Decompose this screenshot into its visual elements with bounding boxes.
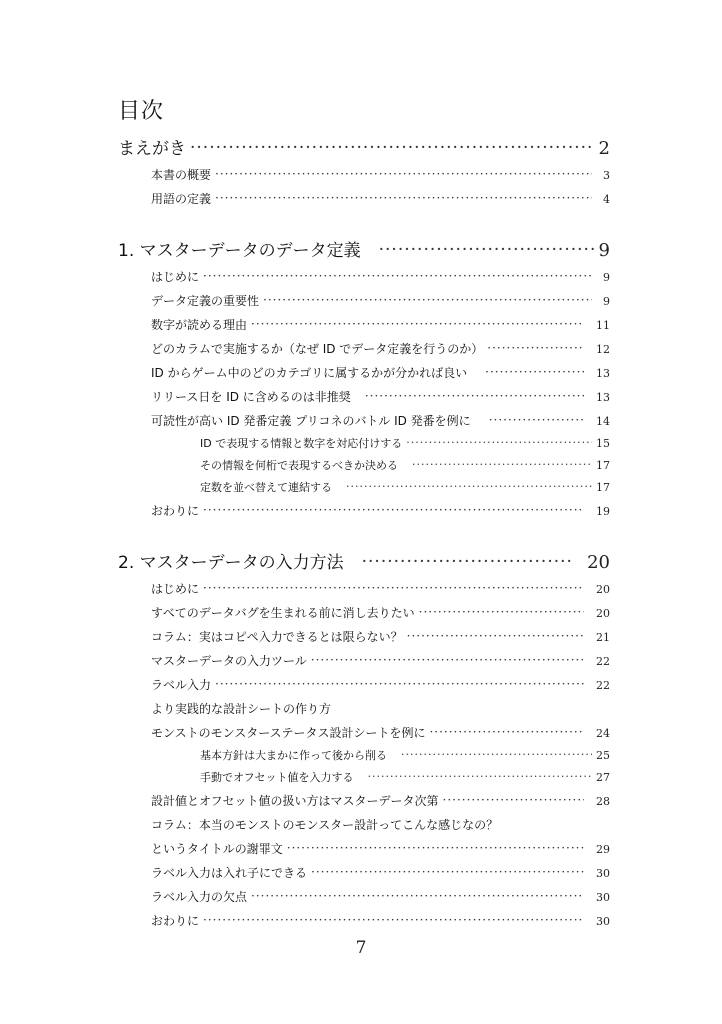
toc-entry[interactable] — [151, 816, 610, 833]
entry-page: 3 — [603, 169, 610, 182]
toc-entry[interactable] — [151, 268, 610, 285]
dot-leader — [429, 725, 584, 739]
entry-page: 11 — [596, 319, 610, 332]
entry-page: 22 — [596, 679, 610, 692]
dot-leader — [263, 293, 592, 307]
toc-entry-preface[interactable] — [118, 134, 610, 159]
entry-label: ラベル入力の欠点 — [151, 890, 248, 904]
entry-page: 15 — [596, 437, 610, 450]
dot-leader — [251, 317, 584, 331]
dot-leader — [443, 793, 584, 807]
toc-title: 目次 — [118, 99, 165, 124]
entry-label: 手動でオフセット値を入力する — [200, 771, 354, 784]
entry-page: 19 — [596, 505, 610, 518]
page-number: 7 — [355, 938, 367, 958]
dot-leader — [368, 770, 592, 783]
entry-label: 1. マスターデータのデータ定義 — [118, 241, 361, 261]
toc-entry[interactable] — [151, 412, 610, 429]
entry-page: 30 — [596, 915, 610, 928]
dot-leader — [190, 138, 595, 158]
toc-entry[interactable] — [151, 292, 610, 309]
entry-label: より実践的な設計シートの作り方 — [151, 702, 332, 716]
toc-entry[interactable] — [151, 700, 610, 717]
toc-entry[interactable] — [151, 864, 610, 881]
toc-entry[interactable] — [151, 166, 610, 183]
dot-leader — [407, 629, 584, 643]
entry-label: 2. マスターデータの入力方法 — [118, 553, 344, 573]
dot-leader — [311, 653, 584, 667]
entry-label: まえがき — [118, 139, 186, 159]
entry-page: 13 — [596, 367, 610, 380]
entry-label: 定数を並べ替えて連結する — [200, 481, 332, 494]
entry-label: コラム：実はコピペ入力できるとは限らない？ — [151, 630, 403, 644]
dot-leader — [287, 841, 584, 855]
dot-leader — [251, 889, 584, 903]
entry-page: 2 — [598, 138, 610, 159]
entry-page: 27 — [596, 771, 610, 784]
entry-label: リリース日を ID に含めるのは非推奨 — [151, 390, 351, 404]
entry-page: 4 — [603, 193, 610, 206]
entry-label: その情報を何桁で表現するべきか決める — [200, 459, 398, 472]
entry-label: 可読性が高い ID 発番定義 プリコネのバトル ID 発番を例に — [151, 414, 471, 428]
entry-label: ラベル入力は入れ子にできる — [151, 866, 308, 880]
toc-entry[interactable] — [151, 190, 610, 207]
entry-page: 9 — [603, 271, 610, 284]
dot-leader — [401, 748, 592, 761]
entry-page: 9 — [598, 240, 610, 261]
dot-leader — [419, 605, 584, 619]
dot-leader — [215, 191, 592, 205]
dot-leader — [346, 480, 592, 493]
entry-page: 30 — [596, 891, 610, 904]
entry-label: コラム：本当のモンストのモンスター設計ってこんな感じなの？ — [151, 818, 499, 832]
entry-label: 数字が読める理由 — [151, 318, 248, 332]
entry-label: 用語の定義 — [151, 192, 212, 206]
entry-label: 基本方針は大まかに作って後から削る — [200, 749, 387, 762]
toc-entry-chapter-2[interactable] — [118, 548, 610, 573]
dot-leader — [362, 552, 573, 572]
toc-entry[interactable] — [151, 676, 610, 693]
toc-entry[interactable] — [151, 340, 610, 357]
dot-leader — [203, 913, 584, 927]
toc-entry[interactable] — [151, 388, 610, 405]
entry-page: 28 — [596, 795, 610, 808]
entry-label: おわりに — [151, 504, 200, 518]
entry-label: モンストのモンスターステータス設計シートを例に — [151, 726, 426, 740]
entry-page: 14 — [596, 415, 610, 428]
entry-label: はじめに — [151, 582, 200, 596]
toc-entry[interactable] — [151, 604, 610, 621]
toc-entry[interactable] — [151, 502, 610, 519]
entry-label: 本書の概要 — [151, 168, 212, 182]
entry-page: 29 — [596, 843, 610, 856]
entry-label: ID で表現する情報と数字を対応付けする — [200, 437, 403, 450]
entry-page: 12 — [596, 343, 610, 356]
dot-leader — [311, 865, 584, 879]
toc-entry[interactable] — [151, 580, 610, 597]
toc-entry[interactable] — [200, 479, 610, 495]
entry-page: 20 — [587, 552, 610, 573]
dot-leader — [365, 389, 584, 403]
entry-page: 30 — [596, 867, 610, 880]
toc-entry[interactable] — [200, 435, 610, 451]
entry-page: 13 — [596, 391, 610, 404]
entry-page: 17 — [596, 481, 610, 494]
entry-page: 25 — [596, 749, 610, 762]
entry-label: ID からゲーム中のどのカテゴリに属するかが分かれば良い — [151, 366, 468, 380]
toc-entry-chapter-1[interactable] — [118, 236, 610, 261]
dot-leader — [406, 436, 592, 449]
entry-page: 20 — [596, 583, 610, 596]
dot-leader — [412, 458, 592, 471]
toc-entry[interactable] — [151, 792, 610, 809]
dot-leader — [203, 581, 584, 595]
entry-page: 24 — [596, 727, 610, 740]
toc-entry[interactable] — [151, 628, 610, 645]
entry-label: はじめに — [151, 270, 200, 284]
toc-entry[interactable] — [200, 457, 610, 473]
entry-label: データ定義の重要性 — [151, 294, 260, 308]
entry-label: ラベル入力 — [151, 678, 212, 692]
toc-entry[interactable] — [200, 769, 610, 785]
dot-leader — [203, 269, 592, 283]
dot-leader — [203, 503, 584, 517]
entry-page: 21 — [596, 631, 610, 644]
dot-leader — [485, 365, 584, 379]
toc-entry[interactable] — [151, 840, 610, 857]
dot-leader — [489, 413, 584, 427]
entry-label: どのカラムで実施するか（なぜ ID でデータ定義を行うのか） — [151, 342, 484, 356]
dot-leader — [215, 167, 592, 181]
toc-entry[interactable] — [151, 912, 610, 929]
entry-label: 設計値とオフセット値の扱い方はマスターデータ次第 — [151, 794, 439, 808]
entry-label: すべてのデータバグを生まれる前に消し去りたい — [151, 606, 415, 620]
dot-leader — [379, 240, 595, 260]
entry-page: 9 — [603, 295, 610, 308]
toc-entry[interactable] — [151, 724, 610, 741]
entry-label: おわりに — [151, 914, 200, 928]
toc-entry[interactable] — [151, 364, 610, 381]
entry-label: というタイトルの謝罪文 — [151, 842, 283, 856]
toc-entry[interactable] — [151, 316, 610, 333]
dot-leader — [215, 677, 584, 691]
entry-page: 22 — [596, 655, 610, 668]
entry-label: マスターデータの入力ツール — [151, 654, 307, 668]
dot-leader — [487, 341, 584, 355]
toc-entry[interactable] — [151, 888, 610, 905]
entry-page: 20 — [596, 607, 610, 620]
toc-entry[interactable] — [151, 652, 610, 669]
entry-page: 17 — [596, 459, 610, 472]
toc-entry[interactable] — [200, 747, 610, 763]
